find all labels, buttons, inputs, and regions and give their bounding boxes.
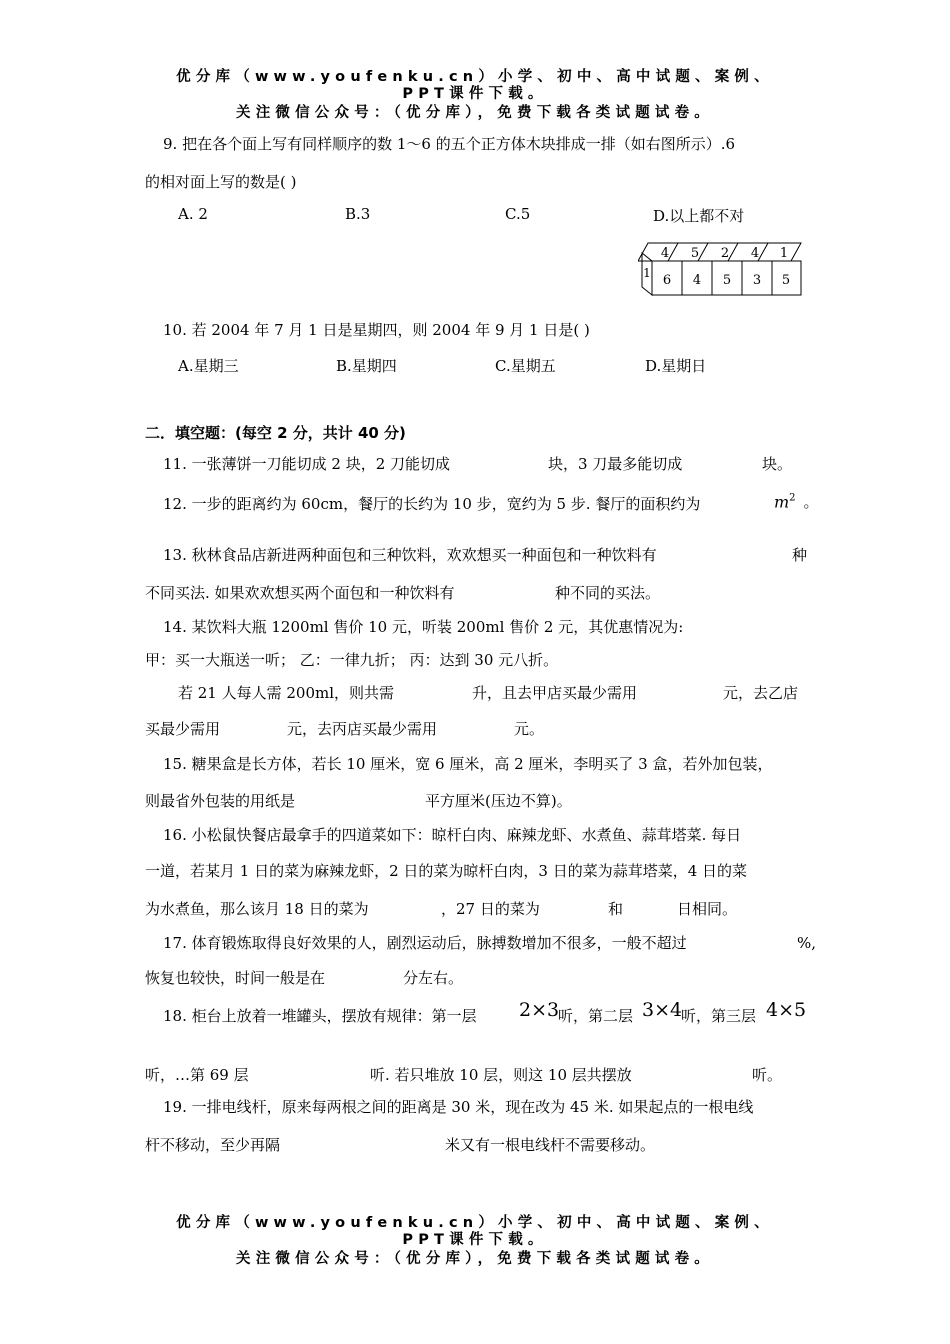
q16-text-c4: 日相同。 (677, 900, 738, 918)
cube-top-2: 5 (690, 246, 700, 261)
q14-text-c2: 升，且去甲店买最少需用 (472, 684, 638, 702)
q10-option-b: B.星期四 (336, 357, 397, 375)
q9-option-b: B.3 (345, 205, 371, 223)
cube-front-4: 3 (752, 273, 762, 288)
q17-text-a1: 17. 体育锻炼取得良好效果的人，剧烈运动后，脉搏数增加不很多，一般不超过 (163, 934, 687, 952)
header-line-1: 优分库（www.youfenku.cn）小学、初中、高中试题、案例、 (176, 69, 774, 85)
q14-text-d2: 元，去丙店买最少需用 (287, 720, 438, 738)
q14-text-d1: 买最少需用 (145, 720, 221, 738)
q18-text-a2: 听，第二层 (558, 1007, 634, 1025)
footer-line-1: 优分库（www.youfenku.cn）小学、初中、高中试题、案例、 (176, 1215, 774, 1231)
q13-text-a: 13. 秋林食品店新进两种面包和三种饮料，欢欢想买一种面包和一种饮料有 (163, 546, 657, 564)
cube-top-3: 2 (720, 246, 730, 261)
q15-text-a: 15. 糖果盒是长方体，若长 10 厘米，宽 6 厘米，高 2 厘米，李明买了 3 盒，若外加包装， (163, 755, 773, 773)
q14-text-d3: 元。 (514, 720, 545, 738)
q10-option-a: A.星期三 (178, 357, 239, 375)
q11-text-b: 块，3 刀最多能切成 (548, 455, 683, 473)
q15-text-b2: 平方厘米(压边不算)。 (425, 792, 572, 810)
section-2-title: 二．填空题：(每空 2 分，共计 40 分) (145, 424, 406, 442)
q11-text-a: 11. 一张薄饼一刀能切成 2 块，2 刀能切成 (163, 455, 451, 473)
q19-text-b2: 米又有一根电线杆不需要移动。 (445, 1136, 656, 1154)
q16-text-c1: 为水煮鱼，那么该月 18 日的菜为 (145, 900, 369, 918)
q10-option-d: D.星期日 (645, 357, 707, 375)
q17-text-b1: 恢复也较快，时间一般是在 (145, 969, 326, 987)
q18-text-b2: 听. 若只堆放 10 层，则这 10 层共摆放 (370, 1066, 632, 1084)
cube-top-4: 4 (750, 246, 760, 261)
header-line-3: 关注微信公众号：（优分库），免费下载各类试题试卷。 (236, 105, 714, 121)
q16-text-a: 16. 小松鼠快餐店最拿手的四道菜如下：晾杆白肉、麻辣龙虾、水煮鱼、蒜茸塔菜. 每日 (163, 826, 742, 844)
q14-text-b: 甲：买一大瓶送一听； 乙：一律九折； 丙：达到 30 元八折。 (145, 651, 559, 669)
q18-math-1: 2×3 (519, 999, 560, 1021)
q12-unit (774, 489, 819, 512)
q14-text-a: 14. 某饮料大瓶 1200ml 售价 10 元，听装 200ml 售价 2 元，其优惠情况为: (163, 618, 684, 636)
q14-text-c1: 若 21 人每人需 200ml，则共需 (178, 684, 395, 702)
q9-line-1: 9. 把在各个面上写有同样顺序的数 1～6 的五个正方体木块排成一排（如右图所示）.6 (163, 135, 736, 153)
q18-text-a1: 18. 柜台上放着一堆罐头，摆放有规律：第一层 (163, 1007, 477, 1025)
header-line-2: PPT课件下载。 (402, 86, 548, 102)
cube-front-3: 5 (722, 273, 732, 288)
footer-line-2: PPT课件下载。 (402, 1232, 548, 1248)
footer-line-3: 关注微信公众号：（优分库），免费下载各类试题试卷。 (236, 1251, 714, 1267)
q18-math-3: 4×5 (766, 999, 807, 1021)
q16-text-c2: ，27 日的菜为 (441, 900, 540, 918)
q10-option-c: C.星期五 (495, 357, 556, 375)
q12-period: 。 (803, 493, 819, 512)
cube-front-1: 6 (662, 273, 672, 288)
q18-math-2: 3×4 (642, 999, 683, 1021)
q19-text-a: 19. 一排电线杆，原来每两根之间的距离是 30 米，现在改为 45 米. 如果起点的一根电线 (163, 1098, 754, 1116)
q15-text-b1: 则最省外包装的用纸是 (145, 792, 296, 810)
cube-row-figure (638, 240, 804, 298)
q12-unit-m: m (774, 492, 790, 512)
q17-text-a2: %, (797, 934, 817, 952)
q12-text-a: 12. 一步的距离约为 60cm，餐厅的长约为 10 步，宽约为 5 步. 餐厅的面积约为 (163, 495, 701, 513)
q18-text-a3: 听，第三层 (681, 1007, 757, 1025)
q16-text-c3: 和 (608, 900, 624, 918)
q10-line-1: 10. 若 2004 年 7 月 1 日是星期四，则 2004 年 9 月 1 日是( ) (163, 321, 590, 339)
q13-text-d: 种不同的买法。 (555, 584, 661, 602)
q9-line-2: 的相对面上写的数是( ) (145, 173, 297, 191)
q18-text-b1: 听，…第 69 层 (145, 1066, 249, 1084)
cube-top-1: 4 (660, 246, 670, 261)
cube-top-5: 1 (779, 246, 789, 261)
cube-side-1: 1 (643, 266, 651, 280)
q19-text-b1: 杆不移动，至少再隔 (145, 1136, 281, 1154)
q18-text-b3: 听。 (752, 1066, 783, 1084)
cube-front-2: 4 (692, 273, 702, 288)
q12-unit-sup: 2 (789, 493, 796, 504)
cube-front-5: 5 (781, 273, 791, 288)
q9-option-c: C.5 (505, 205, 531, 223)
q17-text-b2: 分左右。 (403, 969, 464, 987)
q11-text-c: 块。 (762, 455, 793, 473)
q13-text-b: 种 (792, 546, 808, 564)
q9-option-a: A. 2 (178, 205, 208, 223)
q16-text-b: 一道，若某月 1 日的菜为麻辣龙虾，2 日的菜为晾杆白肉，3 日的菜为蒜茸塔菜，4 日的菜 (145, 862, 748, 880)
q9-option-d: D.以上都不对 (653, 207, 745, 225)
q14-text-c3: 元，去乙店 (723, 684, 799, 702)
q13-text-c: 不同买法. 如果欢欢想买两个面包和一种饮料有 (145, 584, 455, 602)
